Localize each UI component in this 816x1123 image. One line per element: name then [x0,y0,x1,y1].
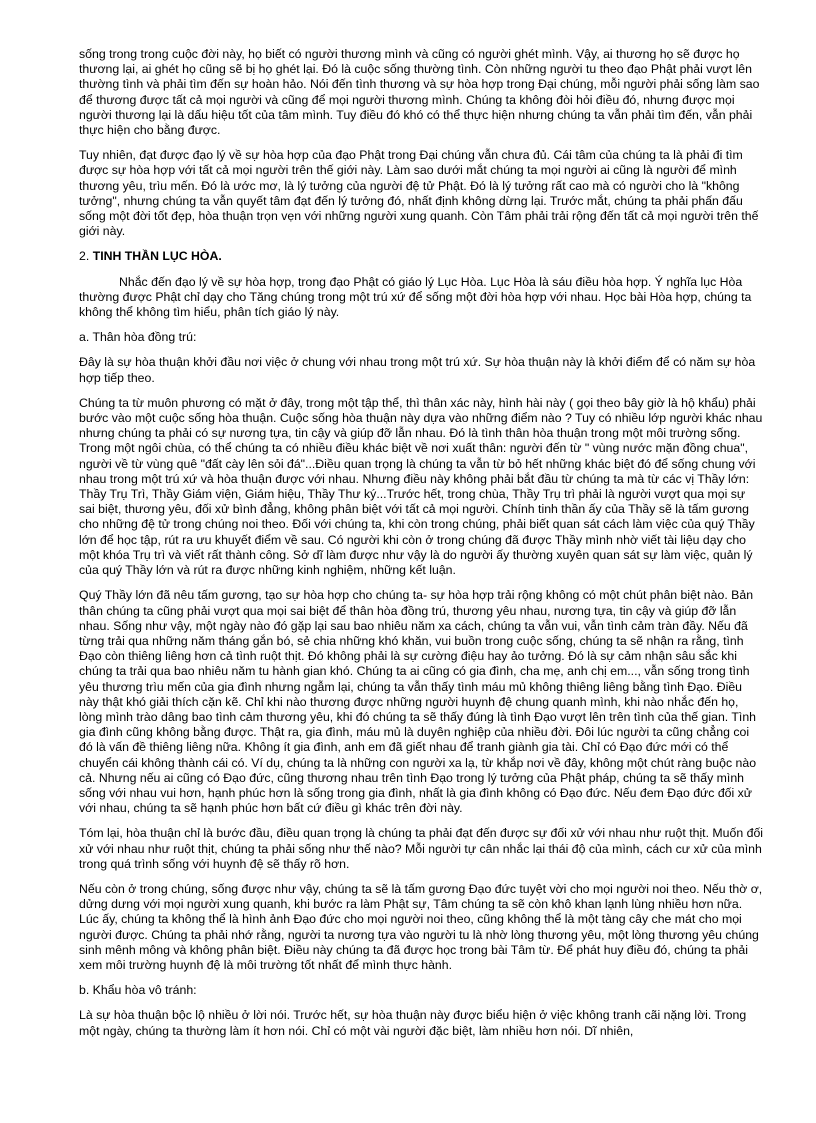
subsection-heading-b: b. Khẩu hòa vô tránh: [79,983,197,998]
paragraph-summary: Tóm lại, hòa thuận chỉ là bước đầu, điều quan trọng là chúng ta phải đạt đến được sự đối xử với nhau như ruột thịt. Muốn đối xử với nhau như ruột thịt, chúng ta phải sống như thế nào? Mỗi người tự cân nhắc lại thái độ của mình, cách cư xử của mình trong quá trình sống với huynh đệ sẽ thấy rõ hơn. [79,826,764,871]
paragraph-example: Nếu còn ở trong chúng, sống được như vậy, chúng ta sẽ là tấm gương Đạo đức tuyệt vời cho mọi người noi theo. Nếu thờ ơ, dửng dưng với mọi người xung quanh, khi bước ra làm Phật sự, Tâm chúng ta sẽ còn khô khan lạnh lùng nhiều hơn nữa. Lúc ấy, chúng ta không thể là hình ảnh Đạo đức cho mọi người noi theo, cũng không thể là một tàng cây che mát cho mọi người được. Chúng ta phải nhớ rằng, người ta nương tựa vào người tu là nhờ lòng thương yêu, một lòng thương yêu chúng sinh mênh mông và không phân biệt. Điều này chúng ta đã được học trong bài Tâm từ. Để phát huy điều đó, chúng ta phải xem môi trường huynh đệ là môi trường tốt nhất để mình thực hành. [79,881,763,972]
subsection-heading-a: a. Thân hòa đồng trú: [79,330,197,345]
paragraph-than-hoa-detail: Chúng ta từ muôn phương có mặt ở đây, trong một tập thể, thì thân xác này, hình hài này ( gọi theo bây giờ là hộ khẩu) phải bước vào một cuộc sống hòa thuận. Cuộc sống hòa thuận này dựa vào những điểm nào ? Tuy có nhiều lớp người khác nhau nhưng chúng ta phải có sự nương tựa, tin cậy và giúp đỡ lẫn nhau. Đó là tình thân hòa thuận trong một môi trường sống. Trong một ngôi chùa, có thể chúng ta có nhiều điều khác biệt về nơi xuất thân: người đến từ " vùng nước mặn đồng chua", người về từ vùng quê "đất cày lên sỏi đá"...Điều quan trọng là chúng ta vẫn từ bỏ hết những khác biệt đó để sống chung với nhau trong một trú xứ và hòa thuận được với nhau. Nhưng điều này không phải bắt đầu từ chúng ta mà từ các vị Thầy lớn: Thầy Trụ Trì, Thầy Giám viện, Giám hiệu, Thầy Thư ký...Trước hết, trong chùa, Thầy Trụ trì phải là người vượt qua mọi sự sai biệt, thương yêu, đối xử bình đẳng, không phân biệt với tất cả mọi người. Chính tinh thần ấy của Thầy sẽ là tấm gương cho những đệ tử trong chúng noi theo. Đối với chúng ta, khi còn trong chúng, phải biết quan sát cách làm việc của quý Thầy lớn để học tập, rút ra ưu khuyết điểm về sau. Có người khi còn ở trong chúng đã được Thầy mình nhờ viết tài liệu dạy cho một khóa Trụ trì và viết rất thành công. Sở dĩ làm được như vậy là do người ấy thường xuyên quan sát sự làm việc, quản lý của quý Thầy lớn và rút ra được những kinh nghiệm, những kết luận. [79,395,763,578]
section-heading [79,249,764,264]
paragraph-than-hoa-intro: Đây là sự hòa thuận khởi đầu nơi việc ở chung với nhau trong một trú xứ. Sự hòa thuận này là khởi điểm để có năm sự hòa hợp tiếp theo. [79,355,756,385]
section-title: TINH THẦN LỤC HÒA. [92,249,222,264]
paragraph-harmony-world: Tuy nhiên, đạt được đạo lý về sự hòa hợp của đạo Phật trong Đại chúng vẫn chưa đủ. Cái tâm của chúng ta là phải đi tìm được sự hòa hợp với tất cả mọi người trên thế giới này. Làm sao dưới mắt chúng ta mọi người ai cũng là người để mình thương yêu, trìu mến. Đó là ước mơ, là lý tưởng của người đệ tử Phật. Đó là lý tưởng rất cao mà có người cho là "không tưởng", nhưng chúng ta vẫn quyết tâm đạt đến lý tưởng đó, nhất định không dừng lại. Trước mắt, chúng ta phải phấn đấu sống một đời tốt đẹp, hòa thuận trọn vẹn với những người xung quanh. Còn Tâm phải trải rộng đến tất cả mọi người trên thế giới này. [79,148,759,239]
paragraph-luc-hoa: Nhắc đến đạo lý về sự hòa hợp, trong đạo Phật có giáo lý Lục Hòa. Lục Hòa là sáu điều hòa hợp. Ý nghĩa lục Hòa thường được Phật chỉ dạy cho Tăng chúng trong một trú xứ để sống một đời hòa hợp với nhau. Học bài Hòa hợp, chúng ta không thể không tìm hiểu, phân tích giáo lý này. [79,274,752,320]
paragraph-khau-hoa: Là sự hòa thuận bộc lộ nhiều ở lời nói. Trước hết, sự hòa thuận này được biểu hiện ở việc không tranh cãi nặng lời. Trong một ngày, chúng ta thường làm ít hơn nói. Chỉ có một vài người đặc biệt, làm nhiều hơn nói. Dĩ nhiên, [79,1008,747,1038]
section-number: 2. [79,249,90,264]
paragraph-intro: sống trong trong cuộc đời này, họ biết có người thương mình và cũng có người ghét mình. Vậy, ai thương họ sẽ được họ thương lại, ai ghét họ cũng sẽ bị họ ghét lại. Đó là cuộc sống thường tình. Còn những người tu theo đạo Phật phải vượt lên thường tình và phải tìm đến sự hoàn hảo. Nói đến tình thương và sự hòa hợp trong Đại chúng, mỗi người phải sống làm sao để thương được tất cả mọi người và cũng để mọi người thương mình. Chúng ta không đòi hỏi điều đó, nhưng được mọi người thương lại là dấu hiệu tốt của tâm mình. Tuy điều đó khó có thể thực hiện nhưng chúng ta vẫn phải tìm đến, vẫn phải thực hiện cho bằng được. [79,47,760,138]
paragraph-thay-lon: Quý Thầy lớn đã nêu tấm gương, tạo sự hòa hợp cho chúng ta- sự hòa hợp trải rộng không có một chút phân biệt nào. Bản thân chúng ta cũng phải vượt qua mọi sai biệt để thân hòa đồng trú, thương yêu nhau, nương tựa, tin cậy và giúp đỡ lẫn nhau. Sống như vậy, một ngày nào đó gặp lại sau bao nhiêu năm xa cách, chúng ta vẫn vui, vẫn tình cảm tràn đầy. Nếu đã từng trải qua những năm tháng gắn bó, sẻ chia những khó khăn, vui buồn trong cuộc sống, chúng ta sẽ nhận ra rằng, tình Đạo còn thiêng liêng hơn cả tình ruột thịt. Đó không phải là sự cường điệu hay ảo tưởng. Đó là sự cảm nhận sâu sắc khi chúng ta trải qua bao nhiêu năm tu hành gian khó. Chúng ta ai cũng có gia đình, cha mẹ, anh chị em..., vẫn sống trong tình yêu thương trìu mến của gia đình nhưng ngẫm lại, chúng ta vẫn thấy tình máu mủ không thiêng liêng bằng tình Đạo. Điều này thật khó giải thích cặn kẽ. Chỉ khi nào thương được những người huynh đệ chung quanh mình, khi nào nhắc đến họ, lòng mình trào dâng bao tình cảm thương yêu, khi đó chúng ta sẽ thấy đúng là tình Đạo vượt lên trên tình của thế gian. Tình gia đình cũng không bằng được. Thật ra, gia đình, máu mủ là duyên nghiệp của nhiều đời. Đôi lúc người ta cũng chẳng coi đó là vấn đề thiêng liêng nữa. Không ít gia đình, anh em đã giết nhau để tranh giành gia tài. Chỉ có Đạo đức mới có thể chuyển cái không thành cái có. Ví dụ, chúng ta là những con người xa lạ, từ khắp nơi về đây, không một chút ràng buộc nào cả. Nhưng nếu ai cũng có Đạo đức, cũng thương nhau trên tình Đạo trong lý tưởng của Phật pháp, chúng ta sẽ thấy mình sống với nhau vui hơn, hạnh phúc hơn là sống trong gia đình, nhất là gia đình không có Đạo đức. Nếu đem Đạo đức đối xử với nhau, chúng ta sẽ hạnh phúc hơn bất cứ điều gì khác trên đời này. [79,588,757,816]
